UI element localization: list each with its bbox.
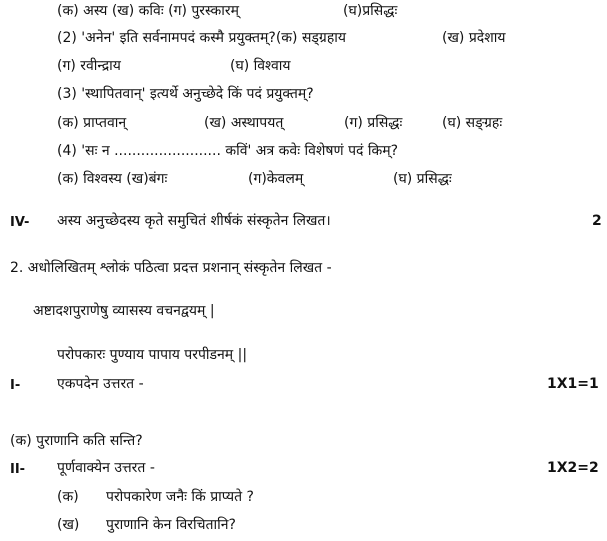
verse-line-1: अष्टादशपुराणेषु व्यासस्य वचनद्वयम् | <box>33 303 215 319</box>
verse-line-2: परोपकारः पुण्याय पापाय परपीडनम् || <box>57 347 248 363</box>
part-ii-qb-text: पुराणानि केन विरचितानि? <box>106 517 236 533</box>
part-i-label: I- <box>10 378 21 393</box>
part-ii-qa-label: (क) <box>57 489 79 505</box>
section-iv-label: IV- <box>10 215 30 230</box>
q4-option-d: (घ) प्रसिद्धः <box>393 171 452 187</box>
part-ii-text: पूर्णवाक्येन उत्तरत - <box>57 460 155 476</box>
q4-option-ab: (क) विश्वस्य (ख)बंगः <box>57 171 168 187</box>
q4-option-c: (ग)केवलम् <box>248 171 304 187</box>
q2-option-b: (ख) प्रदेशाय <box>442 30 506 46</box>
part-ii-qb-label: (ख) <box>57 517 80 533</box>
section-2-heading: 2. अधोलिखितम् श्लोकं पठित्वा प्रदत्त प्रशनान् संस्कृतेन लिखत - <box>10 260 332 276</box>
part-i-text: एकपदेन उत्तरत - <box>57 376 144 392</box>
q3-option-b: (ख) अस्थापयत् <box>204 115 284 131</box>
q1-option-d: (घ)प्रसिद्धः <box>343 3 398 19</box>
q2-question: (2) 'अनेन' इति सर्वनामपदं कस्मै प्रयुक्तम्?(क) सड्ग्रहाय <box>57 30 346 46</box>
q1-options-left: (क) अस्य (ख) कविः (ग) पुरस्कारम् <box>57 3 239 19</box>
part-i-marks: 1X1=1 <box>547 376 599 392</box>
q2-option-c: (ग) रवीन्द्राय <box>57 58 121 74</box>
q3-option-a: (क) प्राप्तवान् <box>57 115 127 131</box>
part-ii-label: II- <box>10 462 26 477</box>
q3-option-c: (ग) प्रसिद्धः <box>344 115 403 131</box>
q2-option-d: (घ) विश्वाय <box>230 58 291 74</box>
q3-option-d: (घ) सङ्ग्रहः <box>442 115 503 131</box>
section-iv-marks: 2 <box>592 213 602 229</box>
part-ii-qa-text: परोपकारेण जनैः किं प्राप्यते ? <box>106 489 254 505</box>
q4-question: (4) 'सः न ........................ कविं' अत्र कवेः विशेषणं पदं किम्? <box>57 143 399 159</box>
part-i-question: (क) पुराणानि कति सन्ति? <box>10 433 143 449</box>
section-iv-text: अस्य अनुच्छेदस्य कृते समुचितं शीर्षकं संस्कृतेन लिखत। <box>57 213 331 229</box>
q3-question: (3) 'स्थापितवान्' इत्यर्थे अनुच्छेदे किं पदं प्रयुक्तम्? <box>57 86 314 102</box>
part-ii-marks: 1X2=2 <box>547 460 599 476</box>
